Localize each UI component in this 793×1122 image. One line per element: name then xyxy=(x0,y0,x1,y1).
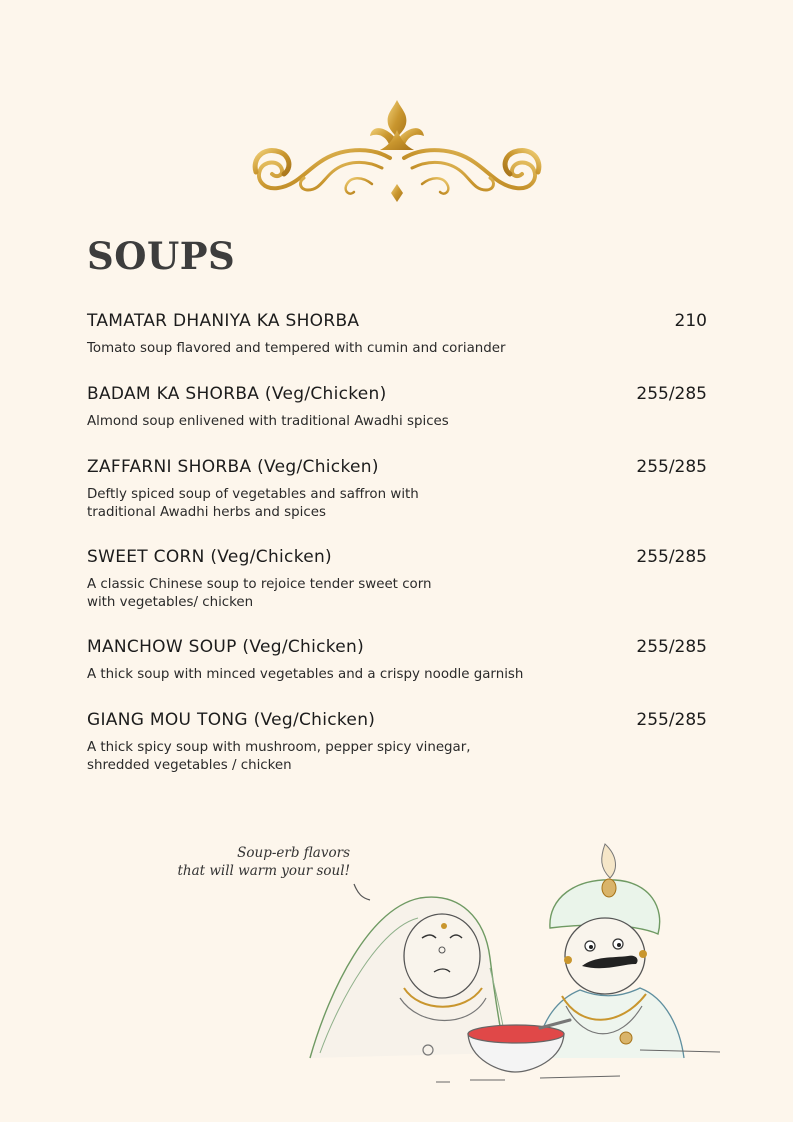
menu-item xyxy=(87,637,707,684)
item-price: 255/285 xyxy=(636,637,707,657)
menu-item xyxy=(87,311,707,358)
item-description: Almond soup enlivened with traditional Awadhi spices xyxy=(87,414,449,429)
section-title: SOUPS xyxy=(87,234,236,278)
item-name: MANCHOW SOUP (Veg/Chicken) xyxy=(87,637,365,657)
item-description: A classic Chinese soup to rejoice tender sweet corn with vegetables/ chicken xyxy=(87,577,432,610)
item-description: A thick spicy soup with mushroom, pepper spicy vinegar, shredded vegetables / chicken xyxy=(87,740,471,773)
item-name: SWEET CORN (Veg/Chicken) xyxy=(87,547,332,567)
item-name: BADAM KA SHORBA (Veg/Chicken) xyxy=(87,384,387,404)
item-description: A thick soup with minced vegetables and a crispy noodle garnish xyxy=(87,667,524,682)
item-name: ZAFFARNI SHORBA (Veg/Chicken) xyxy=(87,457,379,477)
item-description: Tomato soup flavored and tempered with cumin and coriander xyxy=(87,341,506,356)
quote-line-2: that will warm your soul! xyxy=(177,863,350,879)
item-description: Deftly spiced soup of vegetables and saffron with traditional Awadhi herbs and spices xyxy=(87,487,419,520)
item-name: TAMATAR DHANIYA KA SHORBA xyxy=(87,311,360,331)
couple-with-soup-bowl-illustration xyxy=(300,838,730,1088)
item-name: GIANG MOU TONG (Veg/Chicken) xyxy=(87,710,376,730)
menu-item xyxy=(87,384,707,431)
item-price: 255/285 xyxy=(636,384,707,404)
item-price: 255/285 xyxy=(636,547,707,567)
item-price: 210 xyxy=(674,311,707,331)
item-price: 255/285 xyxy=(636,457,707,477)
menu-item xyxy=(87,457,707,522)
menu-item xyxy=(87,710,707,775)
menu-item xyxy=(87,547,707,612)
item-price: 255/285 xyxy=(636,710,707,730)
quote-line-1: Soup-erb flavors xyxy=(237,845,350,861)
gold-flourish-ornament xyxy=(250,96,545,208)
